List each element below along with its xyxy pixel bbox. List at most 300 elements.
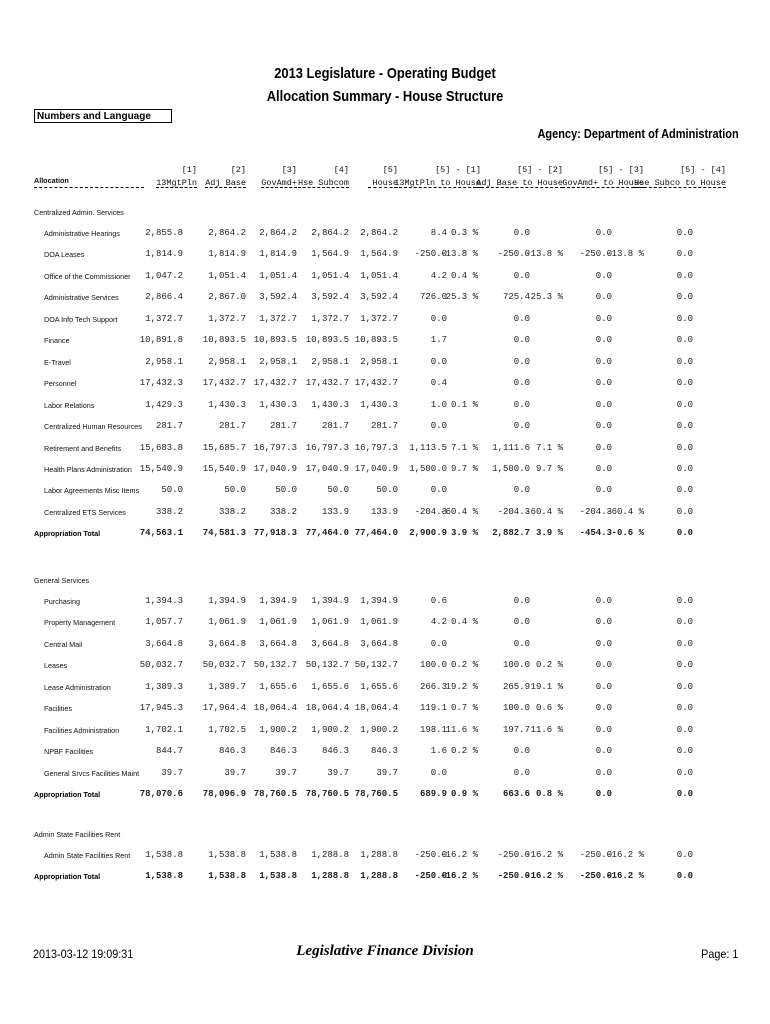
change-percent: 11.6 % [530,724,563,735]
amount-cell: 17,432.7 [305,378,349,389]
change-percent: 0.4 % [450,270,478,281]
numbers-language-box: Numbers and Language [34,109,172,123]
change-percent: 0.2 % [535,660,563,671]
change-amount: 689.9 [419,789,447,800]
change-amount: 265.9 [502,681,530,692]
amount-cell: 281.7 [370,421,398,432]
change-amount: 0.0 [676,249,693,260]
header-rule [261,187,297,188]
amount-cell: 50.0 [275,485,297,496]
section-name: General Services [34,576,90,585]
amount-cell: 3,664.8 [259,638,297,649]
change-amount: -250.0 [497,871,530,882]
change-amount: 0.6 [430,596,447,606]
amount-cell: 2,958.1 [208,356,246,367]
amount-cell: 1,814.9 [259,249,297,260]
change-amount: -204.3 [414,506,447,517]
change-amount: -250.0 [497,850,530,860]
change-amount: 0.0 [595,485,612,496]
amount-cell: 1,394.9 [311,596,349,606]
report-subtitle: Allocation Summary - House Structure [266,88,504,105]
change-amount: 0.0 [595,228,612,238]
amount-cell: 3,664.8 [208,638,246,649]
change-percent: 0.9 % [450,789,478,800]
allocation-name: NPBF Facilities [44,747,94,757]
change-amount: 0.0 [595,313,612,324]
change-amount: 0.0 [430,485,447,496]
change-percent: 7.1 % [535,442,563,453]
change-percent: 0.8 % [535,789,563,800]
allocation-name: Labor Relations [44,400,95,410]
section-name: Centralized Admin. Services [34,208,124,217]
change-amount: 0.0 [513,746,530,757]
amount-cell: 844.7 [155,746,183,757]
change-amount: 100.0 [502,703,530,714]
amount-cell: 1,702.1 [145,724,183,735]
amount-cell: 17,432.7 [202,378,246,389]
amount-cell: 846.3 [321,746,349,757]
amount-cell: 3,664.8 [311,638,349,649]
change-percent: 25.3 % [445,292,478,303]
column-number: [2] [230,165,246,175]
change-percent: -60.4 % [440,506,478,517]
change-amount: -250.0 [414,871,447,882]
column-number: [3] [281,165,297,175]
change-amount: 119.1 [419,703,447,714]
amount-cell: 2,864.2 [360,228,398,238]
change-amount: 0.0 [513,378,530,389]
change-amount: 0.0 [595,463,612,474]
amount-cell: 1,702.5 [208,724,246,735]
change-amount: 0.0 [676,485,693,496]
allocation-name: DOA Leases [44,250,85,260]
amount-cell: 74,563.1 [139,528,183,539]
allocation-name: Purchasing [44,597,80,606]
amount-cell: 1,394.9 [208,596,246,606]
header-rule [298,187,349,188]
change-percent: -16.2 % [440,871,478,882]
change-amount: 0.0 [676,421,693,432]
allocation-name: Leases [44,661,68,671]
amount-cell: 50,132.7 [253,660,297,671]
column-header: GovAmd+ [261,178,297,188]
change-amount: 2,882.7 [492,528,530,539]
amount-cell: 281.7 [321,421,349,432]
amount-cell: 1,288.8 [360,871,398,882]
column-header: Adj Base [205,178,246,188]
change-percent: 0.2 % [450,660,478,671]
change-percent: 0.4 % [450,617,478,628]
amount-cell: 338.2 [269,506,297,517]
change-amount: 0.0 [595,638,612,649]
change-amount: 100.0 [502,660,530,671]
amount-cell: 1,655.6 [360,681,398,692]
amount-cell: 10,893.5 [202,335,246,346]
agency-label: Agency: Department of Administration [537,127,739,141]
change-amount: -250.0 [414,249,447,260]
amount-cell: 1,429.3 [145,399,183,410]
change-amount: 0.0 [676,638,693,649]
report-title: 2013 Legislature - Operating Budget [274,65,496,82]
amount-cell: 1,051.4 [259,270,297,281]
amount-cell: 15,683.8 [139,442,183,453]
change-amount: 0.0 [595,703,612,714]
amount-cell: 77,464.0 [305,528,349,539]
change-percent: -13.8 % [440,249,478,260]
allocation-name: Administrative Hearings [44,229,120,238]
column-number: [1] [181,165,197,175]
change-amount: -250.0 [414,850,447,860]
change-amount: 0.0 [513,270,530,281]
amount-cell: 2,864.2 [311,228,349,238]
amount-cell: 15,540.9 [202,463,246,474]
amount-cell: 78,070.6 [139,789,183,800]
change-percent: 25.3 % [530,292,563,303]
amount-cell: 50.0 [224,485,246,496]
change-amount: 197.7 [502,724,530,735]
amount-cell: 133.9 [321,506,349,517]
amount-cell: 338.2 [218,506,246,517]
column-header: 13MgtPln [156,178,197,188]
header-rule [156,187,197,188]
header-rule [205,187,246,188]
change-amount: 0.0 [595,746,612,757]
amount-cell: 1,430.3 [360,399,398,410]
change-amount: 0.0 [513,313,530,324]
header-rule [34,187,144,188]
amount-cell: 1,372.7 [360,313,398,324]
change-amount: 0.0 [676,596,693,606]
amount-cell: 1,900.2 [360,724,398,735]
change-amount: 726.0 [419,292,447,303]
allocation-name: General Srvcs Facilities Maint [44,768,140,778]
allocation-name: Administrative Services [44,293,119,303]
change-amount: 0.0 [430,638,447,649]
amount-cell: 2,958.1 [145,356,183,367]
change-percent: -16.2 % [606,871,644,882]
amount-cell: 50.0 [327,485,349,496]
amount-cell: 77,918.3 [253,528,297,539]
amount-cell: 1,538.8 [145,850,183,860]
amount-cell: 2,866.4 [145,292,183,303]
change-amount: 0.0 [513,638,530,649]
change-amount: -250.0 [579,249,612,260]
change-amount: 4.2 [430,270,447,281]
change-amount: 663.6 [502,789,530,800]
change-percent: -16.2 % [606,850,644,860]
header-rule [476,187,563,188]
footer-division: Legislative Finance Division [296,943,474,959]
change-amount: 198.1 [419,724,447,735]
amount-cell: 3,592.4 [259,292,297,303]
amount-cell: 1,288.8 [311,850,349,860]
amount-cell: 133.9 [370,506,398,517]
change-amount: 0.0 [676,378,693,389]
change-amount: 0.0 [676,660,693,671]
change-amount: 0.0 [595,399,612,410]
column-number: [5] - [4] [680,165,726,175]
amount-cell: 2,958.1 [259,356,297,367]
change-amount: 0.0 [430,421,447,432]
amount-cell: 1,061.9 [311,617,349,628]
change-amount: 0.0 [676,767,693,778]
amount-cell: 1,061.9 [208,617,246,628]
change-percent: -60.4 % [606,506,644,517]
change-amount: 0.0 [595,767,612,778]
change-percent: 11.6 % [445,724,478,735]
amount-cell: 1,061.9 [259,617,297,628]
change-amount: 0.0 [513,596,530,606]
amount-cell: 15,540.9 [139,463,183,474]
change-amount: 0.0 [595,596,612,606]
amount-cell: 1,430.3 [259,399,297,410]
amount-cell: 16,797.3 [253,442,297,453]
page-number: Page: 1 [700,947,738,961]
change-amount: 0.0 [430,767,447,778]
amount-cell: 50,032.7 [202,660,246,671]
column-header: Hse Subcom [297,178,349,188]
amount-cell: 1,061.9 [360,617,398,628]
change-amount: 0.0 [595,292,612,303]
change-amount: 0.0 [595,356,612,367]
change-amount: 0.0 [513,617,530,628]
amount-cell: 1,394.9 [259,596,297,606]
amount-cell: 1,372.7 [259,313,297,324]
column-number: [5] - [3] [598,165,644,175]
amount-cell: 50.0 [161,485,183,496]
amount-cell: 1,057.7 [145,617,183,628]
change-amount: 1.0 [430,399,447,410]
change-amount: 0.0 [513,399,530,410]
amount-cell: 17,945.3 [139,703,183,714]
amount-cell: 281.7 [269,421,297,432]
change-percent: 19.1 % [530,681,563,692]
amount-cell: 39.7 [224,767,246,778]
header-rule [394,187,481,188]
change-amount: 0.0 [513,356,530,367]
allocation-name: Health Plans Administration [44,464,132,474]
appropriation-total-label: Appropriation Total [34,529,101,539]
amount-cell: 1,814.9 [208,249,246,260]
change-amount: 0.0 [676,724,693,735]
amount-cell: 2,864.2 [208,228,246,238]
allocation-name: Finance [44,336,70,346]
amount-cell: 2,867.0 [208,292,246,303]
change-amount: 0.0 [513,228,530,238]
amount-cell: 17,040.9 [305,463,349,474]
allocation-name: Property Management [44,618,116,628]
amount-cell: 1,288.8 [311,871,349,882]
amount-cell: 281.7 [218,421,246,432]
change-amount: 0.0 [595,724,612,735]
allocation-name: DOA Info Tech Support [44,314,118,324]
amount-cell: 16,797.3 [354,442,398,453]
change-percent: 9.7 % [535,463,563,474]
column-number: [5] [382,165,398,175]
change-amount: 0.0 [595,421,612,432]
change-amount: 0.0 [513,421,530,432]
change-amount: 0.0 [595,270,612,281]
amount-cell: 2,864.2 [259,228,297,238]
change-percent: 3.9 % [450,528,478,539]
column-header: Hse Subco to House [634,178,726,188]
change-amount: 0.0 [513,485,530,496]
amount-cell: 1,430.3 [208,399,246,410]
change-amount: 1.6 [430,746,447,757]
amount-cell: 39.7 [275,767,297,778]
allocation-name: Central Mail [44,639,83,649]
change-percent: 9.7 % [450,463,478,474]
change-amount: 0.0 [676,789,693,800]
change-amount: 266.3 [419,681,447,692]
amount-cell: 18,064.4 [354,703,398,714]
amount-cell: 1,372.7 [311,313,349,324]
change-amount: 0.0 [676,463,693,474]
change-amount: 0.0 [595,789,612,800]
amount-cell: 3,664.8 [360,638,398,649]
change-percent: 19.2 % [445,681,478,692]
change-amount: 0.0 [595,660,612,671]
change-amount: 0.0 [595,378,612,389]
amount-cell: 50,132.7 [354,660,398,671]
change-amount: 0.0 [676,871,693,882]
change-amount: 0.4 [430,378,447,389]
change-amount: 0.0 [676,270,693,281]
amount-cell: 1,538.8 [259,850,297,860]
amount-cell: 10,893.5 [305,335,349,346]
amount-cell: 1,372.7 [145,313,183,324]
header-rule [634,187,726,188]
change-amount: 0.0 [676,399,693,410]
change-percent: -0.6 % [611,528,644,539]
amount-cell: 1,288.8 [360,850,398,860]
change-amount: -204.3 [497,506,530,517]
amount-cell: 1,051.4 [208,270,246,281]
change-amount: 0.0 [676,506,693,517]
change-percent: 3.9 % [535,528,563,539]
amount-cell: 78,760.5 [354,789,398,800]
change-amount: 0.0 [595,617,612,628]
amount-cell: 39.7 [161,767,183,778]
change-amount: 0.0 [676,356,693,367]
allocation-name: Office of the Commissioner [44,271,131,281]
change-amount: 4.2 [430,617,447,628]
change-percent: 0.2 % [450,746,478,757]
allocation-name: Facilities [44,704,72,714]
amount-cell: 1,394.3 [145,596,183,606]
allocation-name: Retirement and Benefits [44,443,122,453]
change-amount: 0.0 [513,767,530,778]
change-amount: 0.0 [676,746,693,757]
change-amount: 1,500.0 [409,463,447,474]
change-percent: -16.2 % [525,850,563,860]
allocation-name: Lease Administration [44,682,111,692]
change-amount: -250.0 [497,249,530,260]
change-amount: 0.0 [595,442,612,453]
change-percent: 7.1 % [450,442,478,453]
amount-cell: 10,893.5 [253,335,297,346]
amount-cell: 1,051.4 [360,270,398,281]
amount-cell: 1,538.8 [208,850,246,860]
amount-cell: 77,464.0 [354,528,398,539]
amount-cell: 1,047.2 [145,270,183,281]
amount-cell: 1,372.7 [208,313,246,324]
change-percent: -60.4 % [525,506,563,517]
change-amount: -250.0 [579,871,612,882]
column-header: 13MgtPln to House [394,178,481,188]
change-amount: 0.0 [676,850,693,860]
amount-cell: 39.7 [327,767,349,778]
column-number: [5] - [2] [517,165,563,175]
amount-cell: 16,797.3 [305,442,349,453]
amount-cell: 3,592.4 [360,292,398,303]
change-amount: -250.0 [579,850,612,860]
change-amount: 1.7 [430,335,447,346]
appropriation-total-label: Appropriation Total [34,872,101,882]
change-amount: 1,113.5 [409,442,447,453]
column-header: House [372,178,398,188]
amount-cell: 1,655.6 [259,681,297,692]
change-percent: -16.2 % [440,850,478,860]
amount-cell: 17,432.7 [354,378,398,389]
amount-cell: 3,664.8 [145,638,183,649]
amount-cell: 50.0 [376,485,398,496]
amount-cell: 1,900.2 [259,724,297,735]
change-amount: 0.0 [676,528,693,539]
allocation-name: Facilities Administration [44,725,120,735]
change-percent: 0.7 % [450,703,478,714]
amount-cell: 1,430.3 [311,399,349,410]
column-header: GovAmd+ to House [562,178,644,188]
amount-cell: 846.3 [370,746,398,757]
amount-cell: 2,958.1 [311,356,349,367]
allocation-name: Centralized ETS Services [44,507,126,517]
amount-cell: 338.2 [155,506,183,517]
change-amount: 0.0 [430,356,447,367]
allocation-name: Centralized Human Resources [44,422,142,432]
amount-cell: 18,064.4 [253,703,297,714]
amount-cell: 2,855.8 [145,228,183,238]
change-amount: 0.0 [676,681,693,692]
change-amount: 0.0 [595,335,612,346]
amount-cell: 74,581.3 [202,528,246,539]
allocation-name: Admin State Facilities Rent [44,851,131,860]
allocation-name: Personnel [44,379,77,389]
amount-cell: 1,538.8 [259,871,297,882]
amount-cell: 1,564.9 [360,249,398,260]
change-amount: 0.0 [513,335,530,346]
change-amount: 0.0 [676,703,693,714]
amount-cell: 1,051.4 [311,270,349,281]
change-amount: 2,900.9 [409,528,447,539]
amount-cell: 1,538.8 [208,871,246,882]
column-number: [5] - [1] [435,165,481,175]
amount-cell: 17,964.4 [202,703,246,714]
change-percent: 0.1 % [450,399,478,410]
change-amount: 0.0 [430,313,447,324]
amount-cell: 78,760.5 [253,789,297,800]
amount-cell: 2,958.1 [360,356,398,367]
amount-cell: 281.7 [155,421,183,432]
section-name: Admin State Facilities Rent [34,830,121,839]
amount-cell: 78,096.9 [202,789,246,800]
amount-cell: 1,564.9 [311,249,349,260]
change-amount: 8.4 [430,228,447,238]
change-amount: 0.0 [595,681,612,692]
amount-cell: 17,432.3 [139,378,183,389]
change-amount: 1,111.6 [492,442,530,453]
change-percent: -16.2 % [525,871,563,882]
